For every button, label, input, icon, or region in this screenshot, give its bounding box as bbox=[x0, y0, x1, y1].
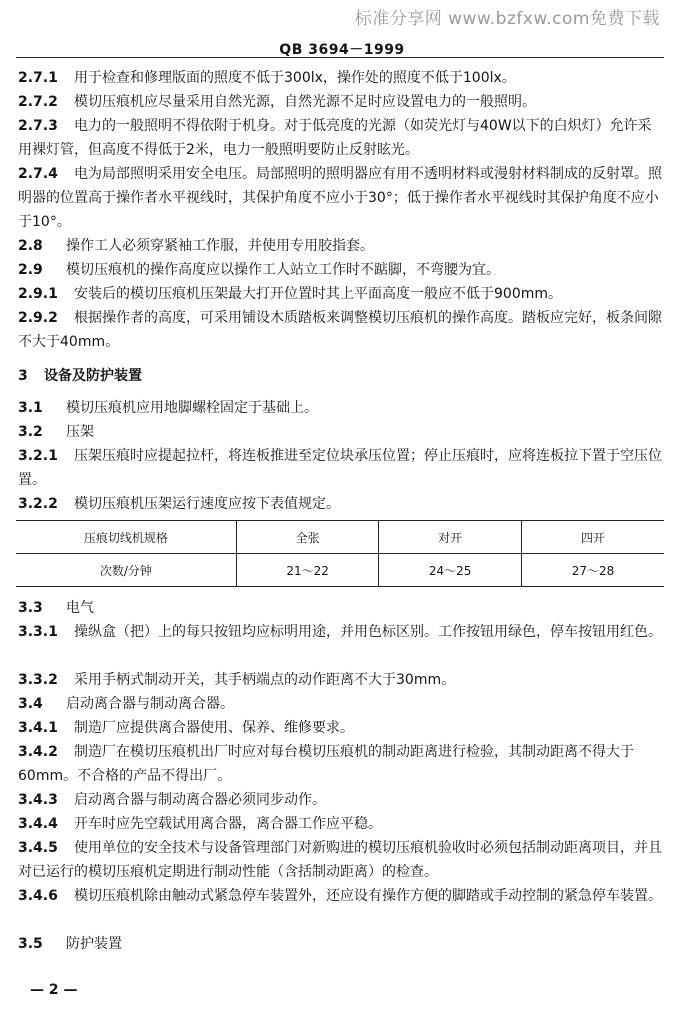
clause-text: 压架 bbox=[66, 424, 94, 440]
table-cell: 21～22 bbox=[236, 554, 379, 587]
table-header-cell: 全张 bbox=[236, 521, 379, 554]
clause-text: 根据操作者的高度，可采用铺设木质踏板来调整模切压痕机的操作高度。踏板应完好，板条间隙不大于40mm。 bbox=[18, 310, 662, 350]
clause-number: 3.3.2 bbox=[18, 672, 58, 688]
clause-3-4 bbox=[18, 692, 664, 716]
clause-text: 制造厂应提供离合器使用、保养、维修要求。 bbox=[74, 720, 354, 736]
clause-text: 模切压痕机应用地脚螺栓固定于基础上。 bbox=[66, 400, 318, 416]
clause-number: 3.1 bbox=[18, 400, 43, 416]
clause-number: 2.7.4 bbox=[18, 166, 58, 182]
clause-number: 3.4.1 bbox=[18, 720, 58, 736]
table-header-row bbox=[16, 521, 664, 554]
clause-2-7-4 bbox=[18, 162, 664, 234]
clause-text: 使用单位的安全技术与设备管理部门对新购进的模切压痕机验收时必须包括制动距离项目，并且对已运行的模切压痕机定期进行制动性能（含括制动距离）的检查。 bbox=[18, 840, 662, 880]
clause-text: 用于检查和修理版面的照度不低于300lx，操作处的照度不低于100lx。 bbox=[74, 70, 516, 86]
clause-2-9-1 bbox=[18, 282, 664, 306]
clause-number: 3.4.5 bbox=[18, 840, 58, 856]
clause-number: 2.7.2 bbox=[18, 94, 58, 110]
clause-number: 2.7.3 bbox=[18, 118, 58, 134]
clause-number: 3.4.3 bbox=[18, 792, 58, 808]
clause-3-2 bbox=[18, 420, 664, 444]
clause-3-4-5 bbox=[18, 836, 664, 884]
clause-3-3 bbox=[18, 596, 664, 620]
clause-text: 制造厂在模切压痕机出厂时应对每台模切压痕机的制动距离进行检验，其制动距离不得大于60mm。不合格的产品不得出厂。 bbox=[18, 744, 634, 784]
table-header-cell: 对开 bbox=[379, 521, 522, 554]
clause-number: 2.9.1 bbox=[18, 286, 58, 302]
header-rule bbox=[16, 57, 664, 58]
clause-text: 防护装置 bbox=[66, 936, 122, 952]
clause-text: 模切压痕机应尽量采用自然光源，自然光源不足时应设置电力的一般照明。 bbox=[74, 94, 536, 110]
section-number: 3 bbox=[18, 368, 28, 384]
clause-text: 启动离合器与制动离合器必须同步动作。 bbox=[74, 792, 326, 808]
table-cell: 27～28 bbox=[521, 554, 664, 587]
clause-3-2-2 bbox=[18, 492, 664, 516]
clause-3-5 bbox=[18, 932, 664, 956]
watermark-text: 标准分享网 www.bzfxw.com免费下载 bbox=[354, 9, 660, 29]
clause-text: 模切压痕机的操作高度应以操作工人站立工作时不踮脚，不弯腰为宜。 bbox=[66, 262, 500, 278]
clause-3-4-6 bbox=[18, 884, 664, 908]
clause-3-4-1 bbox=[18, 716, 664, 740]
clause-number: 3.2 bbox=[18, 424, 43, 440]
table-row bbox=[16, 554, 664, 587]
page-number: — 2 — bbox=[30, 982, 78, 998]
standard-number-header: QB 3694－1999 bbox=[279, 42, 405, 58]
clause-number: 2.7.1 bbox=[18, 70, 58, 86]
clause-number: 2.9 bbox=[18, 262, 43, 278]
clause-3-4-2 bbox=[18, 740, 664, 788]
clause-number: 2.8 bbox=[18, 238, 43, 254]
clause-text: 模切压痕机除由触动式紧急停车装置外，还应设有操作方便的脚踏或手动控制的紧急停车装置。 bbox=[74, 888, 662, 904]
clause-text: 模切压痕机压架运行速度应按下表值规定。 bbox=[74, 496, 340, 512]
clause-number: 3.3 bbox=[18, 600, 43, 616]
clause-2-7-2 bbox=[18, 90, 664, 114]
clause-text: 启动离合器与制动离合器。 bbox=[66, 696, 234, 712]
clause-number: 3.2.1 bbox=[18, 448, 58, 464]
table-header-cell: 四开 bbox=[521, 521, 664, 554]
clause-3-1 bbox=[18, 396, 664, 420]
press-speed-table bbox=[16, 520, 664, 587]
clause-text: 开车时应先空载试用离合器，离合器工作应平稳。 bbox=[74, 816, 382, 832]
clause-text: 操作工人必须穿紧袖工作服，并使用专用胶指套。 bbox=[66, 238, 374, 254]
clause-number: 3.4.6 bbox=[18, 888, 58, 904]
clause-number: 3.3.1 bbox=[18, 624, 58, 640]
section-title: 设备及防护装置 bbox=[44, 368, 142, 384]
table-header-cell: 压痕切线机规格 bbox=[16, 521, 236, 554]
clause-text: 压架压痕时应提起拉杆，将连板推进至定位块承压位置；停止压痕时，应将连板拉下置于空压位置。 bbox=[18, 448, 662, 488]
clause-text: 电气 bbox=[66, 600, 94, 616]
clause-number: 3.2.2 bbox=[18, 496, 58, 512]
table-row-label: 次数/分钟 bbox=[16, 554, 236, 587]
clause-3-4-4 bbox=[18, 812, 664, 836]
clause-number: 3.4.2 bbox=[18, 744, 58, 760]
clause-3-3-1 bbox=[18, 620, 664, 644]
clause-number: 3.4 bbox=[18, 696, 43, 712]
clause-2-9-2 bbox=[18, 306, 664, 354]
clause-3-4-3 bbox=[18, 788, 664, 812]
clause-2-7-3 bbox=[18, 114, 664, 162]
table-cell: 24～25 bbox=[379, 554, 522, 587]
clause-number: 3.5 bbox=[18, 936, 43, 952]
clause-number: 2.9.2 bbox=[18, 310, 58, 326]
clause-2-7-1 bbox=[18, 66, 664, 90]
clause-text: 采用手柄式制动开关，其手柄端点的动作距离不大于30mm。 bbox=[74, 672, 456, 688]
clause-text: 电为局部照明采用安全电压。局部照明的照明器应有用不透明材料或漫射材料制成的反射罩。照明器的位置高于操作者水平视线时，其保护角度不应小于30°；低于操作者水平视线时其保护角度不应小于10°。 bbox=[18, 166, 662, 230]
clause-2-8 bbox=[18, 234, 664, 258]
clause-text: 安装后的模切压痕机压架最大打开位置时其上平面高度一般应不低于900mm。 bbox=[74, 286, 562, 302]
clause-text: 操纵盒（把）上的每只按钮均应标明用途，并用色标区别。工作按钮用绿色，停车按钮用红色。 bbox=[74, 624, 662, 640]
clause-2-9 bbox=[18, 258, 664, 282]
clause-3-2-1 bbox=[18, 444, 664, 492]
section-3-heading bbox=[18, 364, 664, 388]
clause-text: 电力的一般照明不得依附于机身。对于低亮度的光源（如荧光灯与40W以下的白炽灯）允许采用裸灯管，但高度不得低于2米，电力一般照明要防止反射眩光。 bbox=[18, 118, 652, 158]
clause-3-3-2 bbox=[18, 668, 664, 692]
clause-number: 3.4.4 bbox=[18, 816, 58, 832]
